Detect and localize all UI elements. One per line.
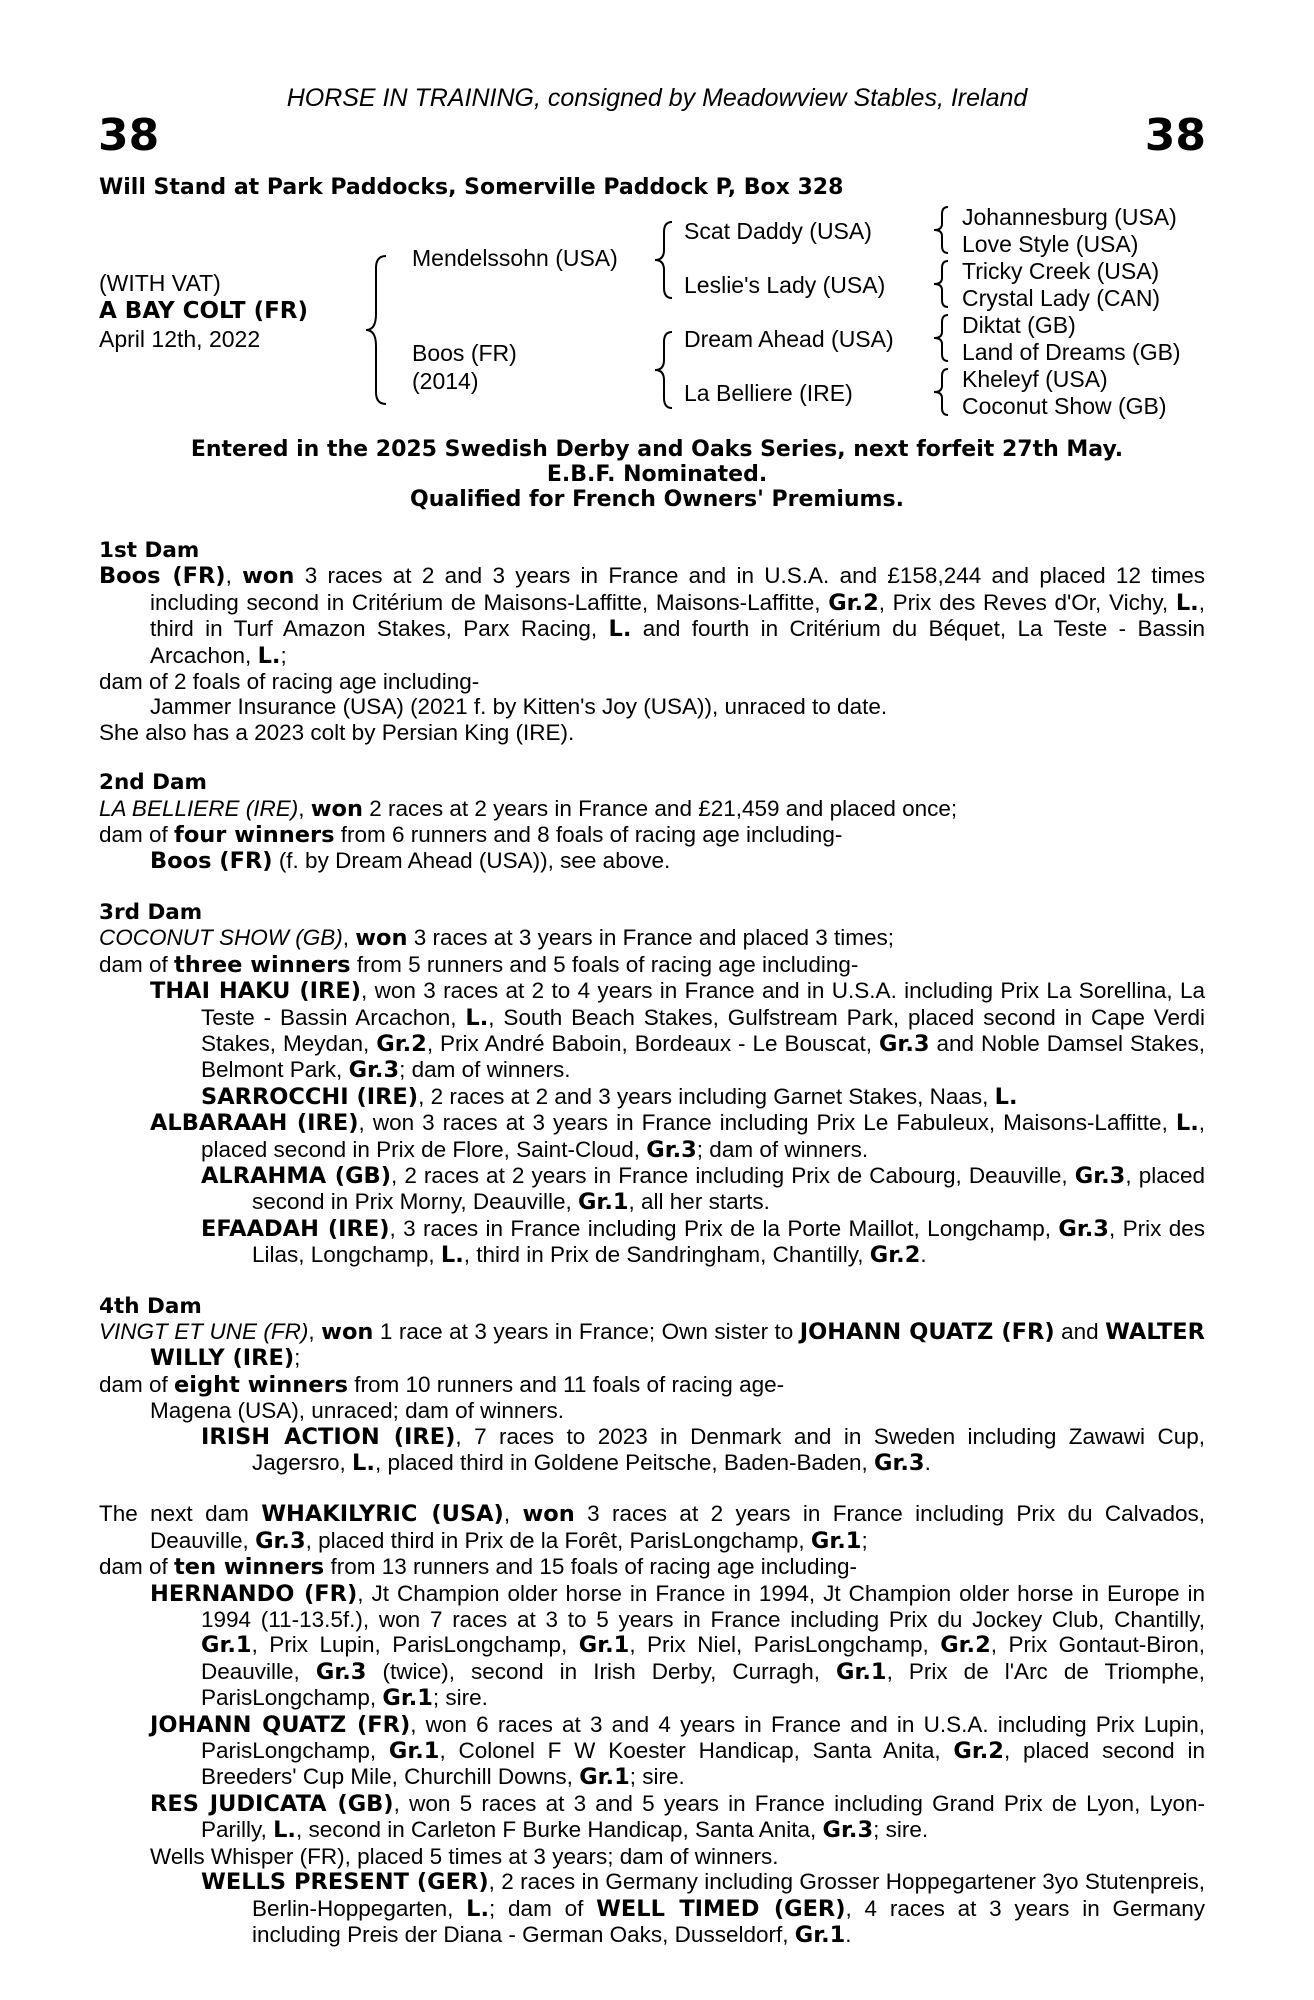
entry-swedish-derby: Entered in the 2025 Swedish Derby and Oaks Series, next forfeit 27th May. (190, 437, 1124, 462)
third-dam-heading: 3rd Dam (99, 899, 203, 925)
pedigree-brace-sire (650, 218, 680, 302)
consignor-header: HORSE IN TRAINING, consigned by Meadowview Stables, Ireland (286, 84, 1028, 112)
entry-ebf: E.B.F. Nominated. (546, 462, 768, 487)
sire-dam-dam: Crystal Lady (CAN) (962, 285, 1161, 311)
next-dam-name: WHAKILYRIC (USA) (261, 1501, 504, 1528)
pedigree-brace-main (362, 250, 402, 410)
fourth-dam-foal-magena: Magena (USA), unraced; dam of winners. (150, 1398, 564, 1424)
sire: Mendelssohn (USA) (412, 245, 618, 271)
third-dam-name: COCONUT SHOW (GB) (99, 925, 343, 951)
first-dam-record: Boos (FR), won 3 races at 2 and 3 years in France and in U.S.A. and £158,244 and placed 12 times including second in Critérium de Maisons-Laffitte, Maisons-Laffitte, Gr.2, Prix des Reves d'Or, Vichy, L., third in Turf Amazon Stakes, Parx Racing, L. and fourth in Critérium du Béquet, La Teste - Bassin Arcachon, L.; (99, 563, 1205, 669)
next-dam-grandfoal-wells-present: WELLS PRESENT (GER), 2 races in Germany including Grosser Hoppegartener 3yo Stutenpreis, Berlin-Hoppegarten, L.; dam of WELL TIMED (GER), 4 races at 3 years in Germany including Preis der Diana - German Oaks, Dusseldorf, Gr.1. (201, 1869, 1205, 1948)
next-dam-foal-res-judicata: RES JUDICATA (GB), won 5 races at 3 and 5 years in France including Grand Prix de Lyon, Lyon-Parilly, L., second in Carleton F Burke Handicap, Santa Anita, Gr.3; sire. (150, 1790, 1205, 1844)
next-dam-record: The next dam WHAKILYRIC (USA), won 3 races at 2 years in France including Prix du Calvados, Deauville, Gr.3, placed third in Prix de la Forêt, ParisLongchamp, Gr.1; (99, 1501, 1205, 1554)
vat-note: (WITH VAT) (99, 270, 221, 296)
entry-french-premiums: Qualified for French Owners' Premiums. (410, 487, 904, 512)
horse-name: A BAY COLT (FR) (99, 298, 309, 324)
second-dam-heading: 2nd Dam (99, 770, 207, 796)
fourth-dam-heading: 4th Dam (99, 1293, 202, 1319)
dam-sire-dam: Land of Dreams (GB) (962, 339, 1181, 365)
pedigree-brace-sd (928, 258, 954, 310)
first-dam-heading: 1st Dam (99, 538, 200, 563)
second-dam-name: LA BELLIERE (IRE) (99, 795, 299, 821)
first-dam-dam-of: dam of 2 foals of racing age including- (99, 669, 480, 695)
dam-dam: La Belliere (IRE) (684, 380, 853, 406)
sire-dam: Leslie's Lady (USA) (684, 272, 886, 298)
produce-record (99, 538, 1205, 1948)
dam-dam-sire: Kheleyf (USA) (962, 366, 1108, 392)
pedigree-brace-ds (928, 312, 954, 364)
third-dam-foal-albaraah: ALBARAAH (IRE), won 3 races at 3 years in France including Prix Le Fabuleux, Maisons-Laffitte, L., placed second in Prix de Flore, Saint-Cloud, Gr.3; dam of winners. (150, 1110, 1206, 1163)
third-dam-dam-of: dam of three winners from 5 runners and 5 foals of racing age including- (99, 951, 859, 978)
first-dam-foal: Jammer Insurance (USA) (2021 f. by Kitten's Joy (USA)), unraced to date. (150, 694, 888, 720)
next-dam-dam-of: dam of ten winners from 13 runners and 15 foals of racing age including- (99, 1554, 858, 1581)
dam-sire-sire: Diktat (GB) (962, 312, 1076, 338)
next-dam-foal-johann-quatz: JOHANN QUATZ (FR), won 6 races at 3 and 4 years in France and in U.S.A. including Prix Lupin, ParisLongchamp, Gr.1, Colonel F W Koester Handicap, Santa Anita, Gr.2, placed second in Breeders' Cup Mile, Churchill Downs, Gr.1; sire. (150, 1711, 1206, 1791)
fourth-dam-dam-of: dam of eight winners from 10 runners and 11 foals of racing age- (99, 1371, 785, 1398)
fourth-dam-grandfoal-irish-action: IRISH ACTION (IRE), 7 races to 2023 in Denmark and in Sweden including Zawawi Cup, Jagersro, L., placed third in Goldene Peitsche, Baden-Baden, Gr.3. (201, 1423, 1206, 1476)
next-dam-foal-wells-whisper: Wells Whisper (FR), placed 5 times at 3 years; dam of winners. (150, 1843, 779, 1869)
dam-sire: Dream Ahead (USA) (684, 326, 894, 352)
dam-dam-dam: Coconut Show (GB) (962, 393, 1167, 419)
third-dam-grandfoal-efaadah: EFAADAH (IRE), 3 races in France including Prix de la Porte Maillot, Longchamp, Gr.3, Prix des Lilas, Longchamp, L., third in Prix de Sandringham, Chantilly, Gr.2. (201, 1215, 1206, 1269)
third-dam-grandfoal-sarrocchi: SARROCCHI (IRE), 2 races at 2 and 3 years including Garnet Stakes, Naas, L. (201, 1083, 1018, 1110)
sire-dam-sire: Tricky Creek (USA) (962, 258, 1160, 284)
first-dam-name: Boos (FR) (99, 563, 226, 590)
lot-number-right: 38 (1144, 110, 1206, 161)
lot-number-left: 38 (98, 110, 160, 161)
pedigree-brace-dd (928, 366, 954, 418)
fourth-dam-name: VINGT ET UNE (FR) (99, 1318, 309, 1344)
next-dam-foal-hernando: HERNANDO (FR), Jt Champion older horse in France in 1994, Jt Champion older horse in Europe in 1994 (11-13.5f.), won 7 races at 3 to 5 years in France including Prix du Jockey Club, Chantilly, Gr.1, Prix Lupin, ParisLongchamp, Gr.1, Prix Niel, ParisLongchamp, Gr.2, Prix Gontaut-Biron, Deauville, Gr.3 (twice), second in Irish Derby, Curragh, Gr.1, Prix de l'Arc de Triomphe, ParisLongchamp, Gr.1; sire. (150, 1580, 1206, 1712)
dam: Boos (FR) (412, 340, 517, 366)
sire-sire-sire: Johannesburg (USA) (962, 204, 1177, 230)
second-dam-record: LA BELLIERE (IRE), won 2 races at 2 years in France and £21,459 and placed once; (99, 795, 958, 822)
fourth-dam-record: VINGT ET UNE (FR), won 1 race at 3 years in France; Own sister to JOHANN QUATZ (FR) and WALTER WILLY (IRE); (99, 1318, 1205, 1372)
sire-sire: Scat Daddy (USA) (684, 218, 872, 244)
foaling-date: April 12th, 2022 (99, 326, 261, 352)
third-dam-grandfoal-alrahma: ALRAHMA (GB), 2 races at 2 years in France including Prix de Cabourg, Deauville, Gr.3, placed second in Prix Morny, Deauville, Gr.1, all her starts. (201, 1162, 1205, 1216)
pedigree-brace-ss (928, 204, 954, 256)
second-dam-foal: Boos (FR) (f. by Dream Ahead (USA)), see above. (150, 848, 671, 875)
second-dam-dam-of: dam of four winners from 6 runners and 8 foals of racing age including- (99, 822, 843, 849)
sire-sire-dam: Love Style (USA) (962, 231, 1139, 257)
stand-location: Will Stand at Park Paddocks, Somerville Paddock P, Box 328 (99, 175, 844, 200)
dam-year: (2014) (412, 368, 479, 394)
third-dam-foal-thai-haku: THAI HAKU (IRE), won 3 races at 2 to 4 years in France and in U.S.A. including Prix La Sorellina, La Teste - Bassin Arcachon, L., South Beach Stakes, Gulfstream Park, placed second in Cape Verdi Stakes, Meydan, Gr.2, Prix André Baboin, Bordeaux - Le Bouscat, Gr.3 and Noble Damsel Stakes, Belmont Park, Gr.3; dam of winners. (150, 978, 1205, 1084)
first-dam-also: She also has a 2023 colt by Persian King (IRE). (99, 719, 575, 745)
pedigree-brace-dam (650, 328, 680, 412)
third-dam-record: COCONUT SHOW (GB), won 3 races at 3 years in France and placed 3 times; (99, 925, 895, 952)
